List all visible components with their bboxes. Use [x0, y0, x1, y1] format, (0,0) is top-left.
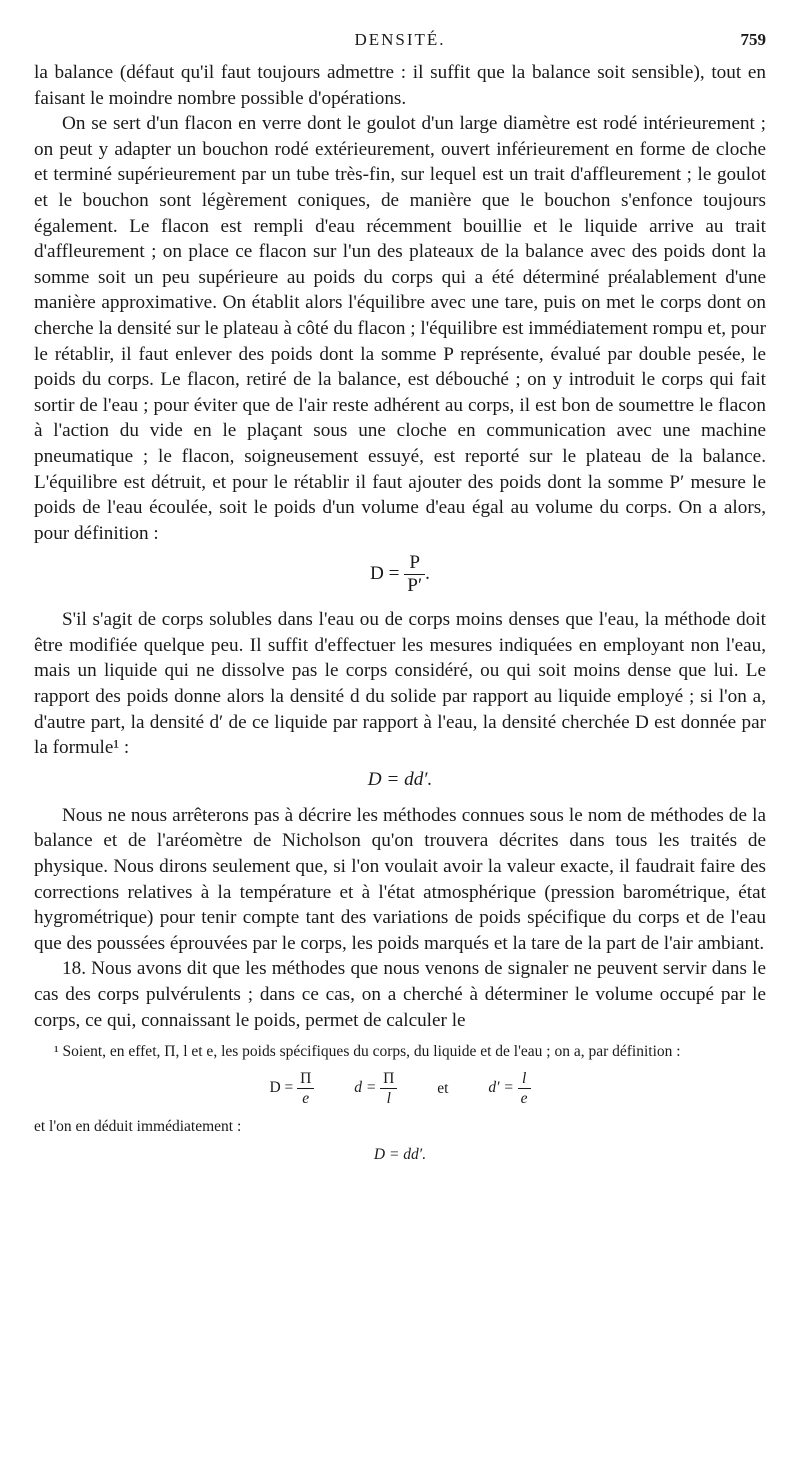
fraction-denominator: P′ [407, 575, 423, 597]
definition-lhs: d′ = [488, 1079, 514, 1097]
fraction-numerator: l [518, 1069, 531, 1089]
equation-lhs: D = [370, 563, 400, 585]
fraction-denominator: e [302, 1090, 310, 1108]
fraction [297, 1069, 314, 1108]
fraction-numerator: Π [380, 1069, 397, 1089]
definition-d-prime [488, 1069, 530, 1108]
fraction-numerator: Π [297, 1069, 314, 1089]
equation-tail: . [425, 563, 430, 585]
equation-product: D = dd′. [367, 768, 433, 790]
running-title: DENSITÉ. [354, 30, 446, 49]
footnotes [34, 1041, 766, 1166]
footnote-text: ¹ Soient, en effet, Π, l et e, les poids spécifiques du corps, du liquide et de l'eau ; on a, par définition : [54, 1043, 681, 1061]
footnote-deduce: et l'on en déduit immédiatement : [34, 1118, 242, 1136]
definition-D [269, 1069, 314, 1108]
paragraph: 18. Nous avons dit que les méthodes que nous venons de signaler ne peuvent servir dans le cas des corps pulvérulents ; dans ce cas, on a cherché à déterminer le volume occupé par le corps, ce qui, connaissant le poids, permet de calculer le [34, 958, 766, 1031]
running-header [34, 30, 766, 60]
equation-density [34, 552, 766, 597]
paragraph: la balance (défaut qu'il faut toujours admettre : il suffit que la balance soit sensible), tout en faisant le moindre nombre possible d'opérations. [34, 62, 766, 109]
page-number: 759 [740, 30, 766, 49]
definition-lhs: d = [354, 1079, 377, 1097]
fraction-denominator: e [520, 1090, 528, 1108]
fraction [404, 552, 425, 597]
fraction [518, 1069, 531, 1108]
connector-et: et [437, 1079, 449, 1097]
body-text [34, 60, 766, 1033]
page [34, 30, 766, 1174]
fraction-denominator: l [386, 1090, 391, 1108]
footnote-definitions [34, 1069, 766, 1108]
footnote-result: D = dd′. [373, 1146, 427, 1164]
definition-lhs: D = [269, 1079, 294, 1097]
fraction [380, 1069, 397, 1108]
fraction-numerator: P [404, 552, 425, 575]
paragraph: On se sert d'un flacon en verre dont le goulot d'un large diamètre est rodé intérieurement ; on peut y adapter un bouchon rodé extérieurement, ouvert inférieurement en forme de cloche et terminé supérieurement par un tube très-fin, sur lequel est un trait d'affleurement ; le goulot et le bouchon sont légèrement coniques, de manière que le bouchon s'enfonce toujours également. Le flacon est rempli d'eau récemment bouillie et le liquide arrive au trait d'affleurement ; on place ce flacon sur l'un des plateaux de la balance avec des poids dont la somme soit un peu supérieure au poids du corps qui a été déterminé préalablement d'une manière approximative. On établit alors l'équilibre avec une tare, puis on met le corps dont on cherche la densité sur le plateau à côté du flacon ; l'équilibre est immédiatement rompu et, pour le rétablir, il faut enlever des poids dont la somme P représente, évalué par double pesée, le poids du corps. Le flacon, retiré de la balance, est débouché ; on y introduit le corps qui fait sortir de l'eau ; pour éviter que de l'air reste adhérent au corps, il est bon de soumettre le flacon à l'action du vide en le plaçant sous une cloche en communication avec une machine pneumatique ; le flacon, soigneusement essuyé, est reporté sur le plateau de la balance. L'équilibre est détruit, et pour le rétablir il faut ajouter des poids dont la somme P′ mesure le poids de l'eau écoulée, soit le poids d'un volume d'eau égal au volume du corps. On a alors, pour définition : [34, 113, 766, 544]
definition-d [354, 1069, 397, 1108]
paragraph: Nous ne nous arrêterons pas à décrire les méthodes connues sous le nom de méthodes de la balance et de l'aréomètre de Nicholson qu'on trouvera décrites dans tous les traités de physique. Nous dirons seulement que, si l'on voulait avoir la valeur exacte, il faudrait faire des corrections relatives à la température et à l'état atmosphérique (pression barométrique, état hygrométrique) pour tenir compte tant des variations de poids spécifique du corps et de l'eau que des poussées éprouvées par le corps, les poids marqués et la tare de la part de l'air ambiant. [34, 804, 766, 954]
paragraph: S'il s'agit de corps solubles dans l'eau ou de corps moins denses que l'eau, la méthode doit être modifiée quelque peu. Il suffit d'effectuer les mesures indiquées en employant non l'eau, mais un liquide qui ne dissolve pas le corps considéré, ou qui soit moins dense que lui. Le rapport des poids donne alors la densité d du solide par rapport au liquide employé ; si l'on a, d'autre part, la densité d′ de ce liquide par rapport à l'eau, la densité cherchée D est donnée par la formule¹ : [34, 609, 766, 759]
